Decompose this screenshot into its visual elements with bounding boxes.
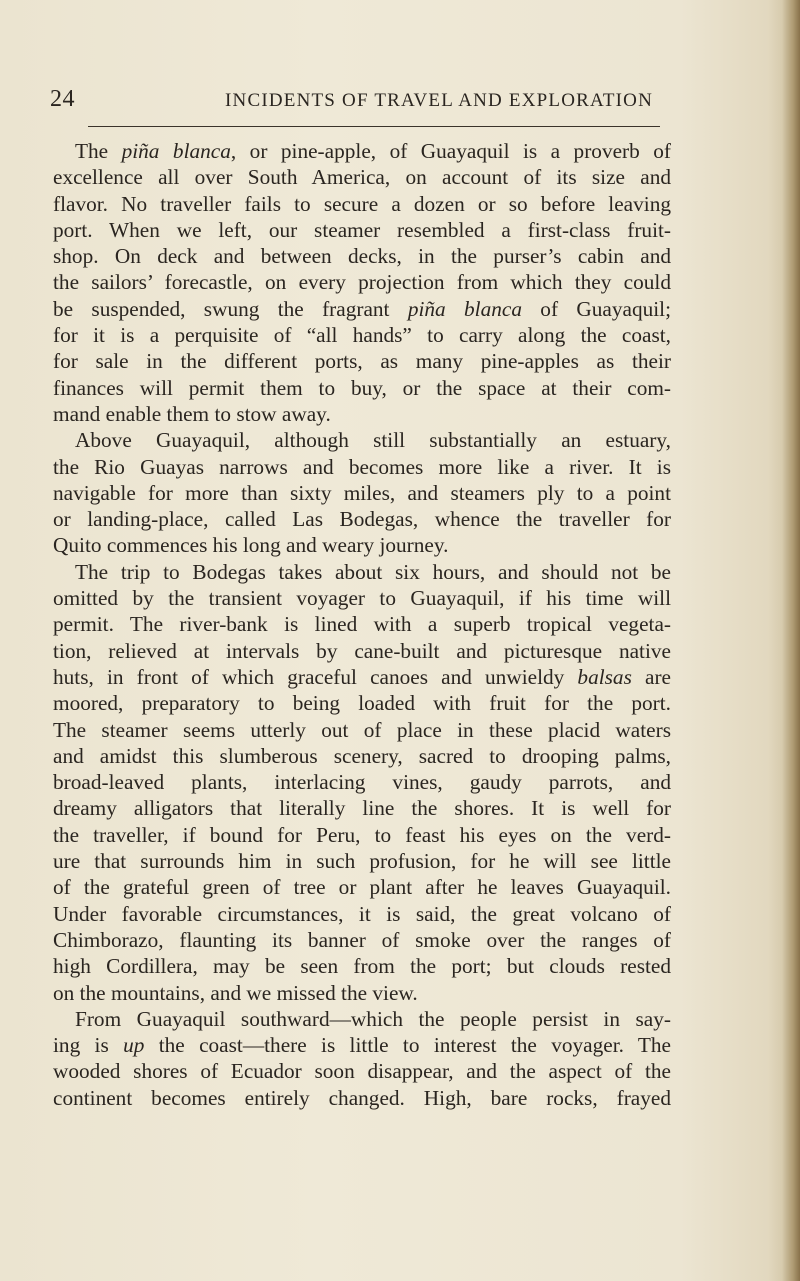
text-line <box>53 743 671 769</box>
text-segment: for sale in the different ports, as many pine-apples as their <box>53 349 671 374</box>
text-segment: high Cordillera, may be seen from the port; but clouds rested <box>53 954 671 979</box>
text-segment: continent becomes entirely changed. High, bare rocks, frayed <box>53 1085 671 1110</box>
text-line <box>53 243 671 269</box>
text-line <box>53 322 671 348</box>
text-segment: From Guayaquil southward—which the people persist in say- <box>75 1006 671 1031</box>
running-head <box>50 86 760 120</box>
text-segment: finances will permit them to buy, or the space at their com- <box>53 375 671 400</box>
text-line <box>53 953 671 979</box>
italic-text: piña blanca <box>407 296 522 321</box>
text-segment: broad-leaved plants, interlacing vines, gaudy parrots, and <box>53 770 671 795</box>
text-line <box>53 585 671 611</box>
text-line <box>53 848 671 874</box>
text-line <box>53 559 671 585</box>
text-line <box>53 980 671 1006</box>
text-segment: Above Guayaquil, although still substantially an estuary, <box>75 428 671 453</box>
text-line <box>53 822 671 848</box>
text-segment: mand enable them to stow away. <box>53 401 331 426</box>
text-segment: tion, relieved at intervals by cane-built and picturesque native <box>53 638 671 663</box>
text-line <box>53 348 671 374</box>
text-line <box>53 927 671 953</box>
text-segment: for it is a perquisite of “all hands” to carry along the coast, <box>53 323 671 348</box>
text-line <box>53 217 671 243</box>
text-segment: and amidst this slumberous scenery, sacred to drooping palms, <box>53 743 671 768</box>
text-line <box>53 769 671 795</box>
text-line <box>53 454 671 480</box>
text-segment: or landing-place, called Las Bodegas, whence the traveller for <box>53 507 671 532</box>
header-rule <box>88 126 660 127</box>
text-segment: The steamer seems utterly out of place in these placid waters <box>53 717 671 742</box>
text-segment: shop. On deck and between decks, in the purser’s cabin and <box>53 244 671 269</box>
text-segment: on the mountains, and we missed the view. <box>53 980 418 1005</box>
italic-text: up <box>123 1033 145 1058</box>
text-segment: permit. The river-bank is lined with a superb tropical vegeta- <box>53 612 671 637</box>
text-segment: huts, in front of which graceful canoes and unwieldy <box>53 664 578 689</box>
text-line <box>53 138 671 164</box>
text-line <box>53 1032 671 1058</box>
text-line <box>53 611 671 637</box>
text-segment: The <box>75 139 122 163</box>
text-segment: excellence all over South America, on account of its size and <box>53 165 671 190</box>
text-line <box>53 480 671 506</box>
text-segment: the sailors’ forecastle, on every projection from which they could <box>53 270 671 295</box>
text-line <box>53 795 671 821</box>
text-line <box>53 1058 671 1084</box>
text-segment: of Guayaquil; <box>521 296 671 321</box>
text-line <box>53 269 671 295</box>
page-number: 24 <box>50 86 75 112</box>
text-line <box>53 427 671 453</box>
page-edge-shadow <box>782 0 800 1281</box>
text-line <box>53 1006 671 1032</box>
text-line <box>53 296 671 322</box>
text-segment: Under favorable circumstances, it is said, the great volcano of <box>53 901 671 926</box>
text-segment: are <box>631 664 671 689</box>
text-line <box>53 874 671 900</box>
text-segment: ing is <box>53 1033 124 1058</box>
body-text <box>53 138 671 1111</box>
text-segment: , or pine-apple, of Guayaquil is a proverb of <box>230 139 671 163</box>
text-line <box>53 717 671 743</box>
text-segment: dreamy alligators that literally line the shores. It is well for <box>53 796 671 821</box>
text-segment: the coast—there is little to interest the voyager. The <box>144 1033 671 1058</box>
text-line <box>53 690 671 716</box>
italic-text: balsas <box>577 664 632 689</box>
text-segment: port. When we left, our steamer resembled a first-class fruit- <box>53 217 671 242</box>
text-segment: ure that surrounds him in such profusion, for he will see little <box>53 849 671 874</box>
text-segment: Chimborazo, flaunting its banner of smoke over the ranges of <box>53 927 671 952</box>
text-segment: omitted by the transient voyager to Guayaquil, if his time will <box>53 586 671 611</box>
text-segment: wooded shores of Ecuador soon disappear, and the aspect of the <box>53 1059 671 1084</box>
text-line <box>53 1085 671 1111</box>
text-segment: be suspended, swung the fragrant <box>53 296 408 321</box>
text-segment: moored, preparatory to being loaded with fruit for the port. <box>53 691 671 716</box>
text-segment: Quito commences his long and weary journey. <box>53 533 449 558</box>
running-head-title: INCIDENTS OF TRAVEL AND EXPLORATION <box>225 90 653 111</box>
text-line <box>53 506 671 532</box>
text-line <box>53 664 671 690</box>
text-segment: the Rio Guayas narrows and becomes more like a river. It is <box>53 454 671 479</box>
text-line <box>53 532 671 558</box>
text-line <box>53 901 671 927</box>
text-line <box>53 375 671 401</box>
italic-text: piña blanca <box>121 139 231 163</box>
text-segment: The trip to Bodegas takes about six hours, and should not be <box>75 559 671 584</box>
text-segment: the traveller, if bound for Peru, to feast his eyes on the verd- <box>53 822 671 847</box>
text-line <box>53 191 671 217</box>
text-segment: flavor. No traveller fails to secure a dozen or so before leaving <box>53 191 671 216</box>
text-line <box>53 638 671 664</box>
text-segment: of the grateful green of tree or plant after he leaves Guayaquil. <box>53 875 671 900</box>
text-line <box>53 401 671 427</box>
text-line <box>53 164 671 190</box>
text-segment: navigable for more than sixty miles, and steamers ply to a point <box>53 480 671 505</box>
